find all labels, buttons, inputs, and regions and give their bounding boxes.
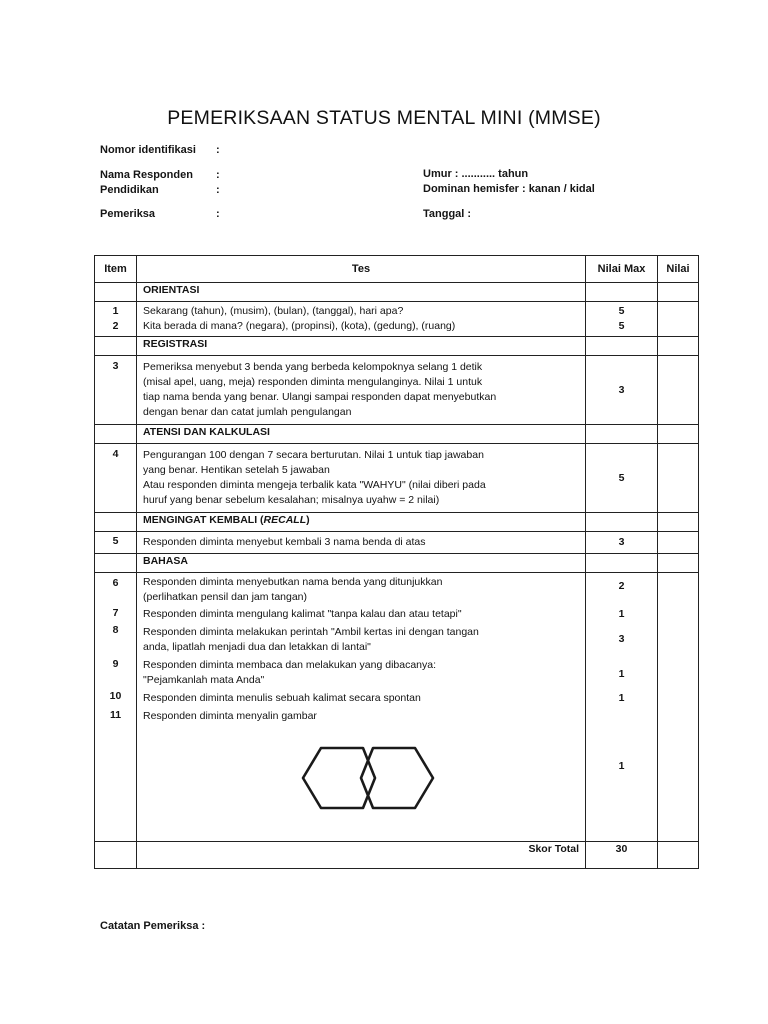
table-row (95, 444, 699, 513)
test-text-line: (misal apel, uang, meja) responden diminta mengulanginya. Nilai 1 untuk (143, 376, 483, 388)
section-label-mengingat (137, 513, 586, 532)
test-text-line: Responden diminta membaca dan melakukan yang dibacanya: (143, 659, 437, 671)
section-label-text: MENGINGAT KEMBALI ( (143, 514, 264, 526)
catatan-pemeriksa-label: Catatan Pemeriksa : (100, 920, 206, 932)
empty-cell (95, 425, 137, 444)
test-text-line: yang benar. Hentikan setelah 5 jawaban (143, 464, 330, 476)
score-input-cell[interactable] (658, 356, 699, 425)
empty-cell (658, 283, 699, 302)
test-text-line: (perlihatkan pensil dan jam tangan) (143, 591, 308, 603)
item-number: 11 (109, 709, 122, 721)
header-nilai: Nilai (658, 256, 699, 283)
umur-label: Umur : ........... tahun (423, 168, 529, 180)
max-score: 5 (618, 305, 625, 317)
test-cell (137, 444, 586, 513)
max-score: 3 (586, 532, 658, 554)
mmse-table (94, 255, 699, 869)
item-number: 10 (109, 690, 122, 702)
test-text: Sekarang (tahun), (musim), (bulan), (tanggal), hari apa? (143, 305, 404, 317)
table-row (95, 532, 699, 554)
dominan-hemisfer-label: Dominan hemisfer : kanan / kidal (423, 183, 595, 195)
max-score: 1 (618, 760, 625, 772)
test-text-line: Responden diminta menulis sebuah kalimat secara spontan (143, 692, 421, 704)
max-score: 1 (618, 692, 625, 704)
empty-cell (658, 554, 699, 573)
score-input-cell[interactable] (658, 444, 699, 513)
max-score-cell (586, 573, 658, 842)
max-score: 2 (618, 580, 625, 592)
table-row-bahasa (95, 573, 699, 842)
score-input-cell[interactable] (658, 532, 699, 554)
section-label-italic: RECALL (263, 514, 307, 526)
item-number: 6 (112, 577, 119, 589)
table-header-row (95, 256, 699, 283)
nomor-identifikasi-label: Nomor identifikasi (100, 144, 196, 156)
section-row-mengingat (95, 513, 699, 532)
header-nilai-max: Nilai Max (586, 256, 658, 283)
empty-cell (586, 425, 658, 444)
score-input-cell[interactable] (658, 573, 699, 842)
empty-cell (586, 283, 658, 302)
test-text-line: Responden diminta menyebutkan nama benda yang ditunjukkan (143, 576, 443, 588)
test-text-line: Atau responden diminta mengeja terbalik kata "WAHYU" (nilai diberi pada (143, 479, 486, 491)
section-label-orientasi: ORIENTASI (137, 283, 586, 302)
max-score: 1 (618, 608, 625, 620)
test-text-line: huruf yang benar sebelum kesalahan; misalnya uyahw = 2 nilai) (143, 494, 440, 506)
page-title: PEMERIKSAAN STATUS MENTAL MINI (MMSE) (167, 107, 601, 129)
header-tes: Tes (137, 256, 586, 283)
colon: : (216, 144, 220, 156)
item-number: 4 (95, 444, 137, 513)
test-text-line: "Pejamkanlah mata Anda" (143, 674, 265, 686)
max-score-cell (586, 302, 658, 337)
section-row-atensi (95, 425, 699, 444)
header-item: Item (95, 256, 137, 283)
section-label-bahasa: BAHASA (137, 554, 586, 573)
empty-cell (95, 842, 137, 869)
colon: : (216, 208, 220, 220)
item-number: 7 (112, 607, 119, 619)
test-text-line: Pengurangan 100 dengan 7 secara berturutan. Nilai 1 untuk tiap jawaban (143, 449, 484, 461)
item-number: 2 (112, 320, 119, 332)
test-text: Responden diminta menyebut kembali 3 nama benda di atas (137, 532, 586, 554)
empty-cell (95, 283, 137, 302)
item-number-cell (95, 573, 137, 842)
test-text-line: tiap nama benda yang benar. Ulangi sampai responden dapat menyebutkan (143, 391, 497, 403)
test-cell (137, 302, 586, 337)
empty-cell (586, 513, 658, 532)
test-text-line: Pemeriksa menyebut 3 benda yang berbeda kelompoknya selang 1 detik (143, 361, 483, 373)
section-label-end: ) (306, 514, 310, 526)
max-score: 3 (586, 356, 658, 425)
section-label-atensi: ATENSI DAN KALKULASI (137, 425, 586, 444)
empty-cell (95, 554, 137, 573)
empty-cell (95, 513, 137, 532)
empty-cell (586, 337, 658, 356)
colon: : (216, 184, 220, 196)
pemeriksa-label: Pemeriksa (100, 208, 156, 220)
pentagon-right (361, 748, 433, 808)
total-row (95, 842, 699, 869)
item-number: 9 (112, 658, 119, 670)
item-number: 1 (112, 305, 119, 317)
item-number: 3 (95, 356, 137, 425)
empty-cell (586, 554, 658, 573)
item-number: 8 (112, 624, 119, 636)
test-cell (137, 573, 586, 842)
empty-cell (658, 337, 699, 356)
max-score: 1 (618, 668, 625, 680)
section-row-orientasi (95, 283, 699, 302)
total-score-input-cell[interactable] (658, 842, 699, 869)
test-text-line: Responden diminta menyalin gambar (143, 710, 317, 722)
empty-cell (658, 513, 699, 532)
test-cell (137, 356, 586, 425)
table-row (95, 356, 699, 425)
nama-responden-label: Nama Responden (100, 169, 193, 181)
section-row-bahasa (95, 554, 699, 573)
test-text-line: dengan benar dan catat jumlah pengulangan (143, 406, 352, 418)
item-number-cell (95, 302, 137, 337)
colon: : (216, 169, 220, 181)
test-text-line: Responden diminta mengulang kalimat "tanpa kalau dan atau tetapi" (143, 608, 462, 620)
item-number: 5 (95, 532, 137, 554)
table-row (95, 302, 699, 337)
intersecting-pentagons-drawing (293, 742, 443, 814)
empty-cell (95, 337, 137, 356)
pentagon-left (303, 748, 375, 808)
pendidikan-label: Pendidikan (100, 184, 159, 196)
section-label-registrasi: REGISTRASI (137, 337, 586, 356)
empty-cell (658, 425, 699, 444)
max-score: 5 (618, 320, 625, 332)
score-input-cell[interactable] (658, 302, 699, 337)
test-text-line: Responden diminta melakukan perintah "Ambil kertas ini dengan tangan (143, 626, 479, 638)
section-row-registrasi (95, 337, 699, 356)
test-text: Kita berada di mana? (negara), (propinsi), (kota), (gedung), (ruang) (143, 320, 456, 332)
max-score: 3 (618, 633, 625, 645)
max-score: 5 (586, 444, 658, 513)
skor-total-max: 30 (586, 842, 658, 869)
tanggal-label: Tanggal : (423, 208, 472, 220)
skor-total-label: Skor Total (137, 842, 586, 869)
test-text-line: anda, lipatlah menjadi dua dan letakkan di lantai" (143, 641, 371, 653)
